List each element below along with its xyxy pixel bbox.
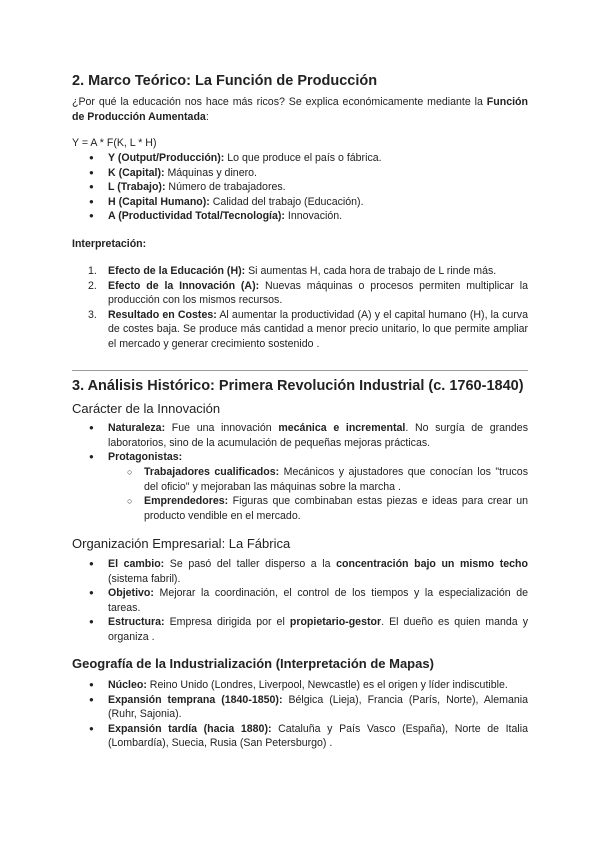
geography-list [72,678,528,751]
section-2-title: 2. Marco Teórico: La Función de Producción [72,73,378,89]
geography-heading: Geografía de la Industrialización (Interpretación de Mapas) [72,656,434,671]
list-item: ● H (Capital Humano): Calidad del trabajo (Educación). [72,195,528,210]
innovation-heading: Carácter de la Innovación [72,401,221,416]
list-item: ● Naturaleza: Fue una innovación mecánica e incremental. No surgía de grandes laboratorios, sino de la acumulación de pequeñas mejoras prácticas. [72,421,528,450]
innovation-list [72,421,528,465]
list-item: ● L (Trabajo): Número de trabajadores. [72,180,528,195]
list-item: 1. Efecto de la Educación (H): Si aumentas H, cada hora de trabajo de L rinde más. [88,265,497,277]
section-3-title: 3. Análisis Histórico: Primera Revolución Industrial (c. 1760-1840) [72,378,524,394]
list-item: ○ Trabajadores cualificados: Mecánicos y ajustadores que conocían los "trucos del oficio" y mejoraban las máquinas sobre la marcha . [72,465,528,494]
list-item: ● A (Productividad Total/Tecnología): Innovación. [72,209,528,224]
list-item: ● Y (Output/Producción): Lo que produce el país o fábrica. [72,151,528,166]
section-divider [72,370,528,371]
protagonists-list [72,465,528,523]
interpretation-label: Interpretación: [72,238,147,250]
list-item: ● Objetivo: Mejorar la coordinación, el control de los tiempos y la especialización de tareas. [72,586,528,615]
interpretation-list [72,264,528,352]
list-item: 2. Efecto de la Innovación (A): Nuevas máquinas o procesos permiten multiplicar la producción con los mismos recursos. [88,279,528,307]
list-item: ● Expansión temprana (1840-1850): Bélgica (Lieja), Francia (París, Norte), Alemania (Ruhr, Sajonia). [72,693,528,722]
organization-list [72,557,528,645]
list-item: ● Estructura: Empresa dirigida por el propietario-gestor. El dueño es quien manda y organiza . [72,615,528,644]
list-item: ● Expansión tardía (hacia 1880): Cataluña y País Vasco (España), Norte de Italia (Lombardía), Suecia, Rusia (San Petersburgo) . [72,722,528,751]
list-item: ● Núcleo: Reino Unido (Londres, Liverpool, Newcastle) es el origen y líder indiscutible. [72,678,528,693]
list-item: 3. Resultado en Costes: Al aumentar la productividad (A) y el capital humano (H), la curva de costes baja. Se produce más cantidad a menor precio unitario, lo que permite ampliar el mercado y generar crecimiento sostenido . [88,308,528,350]
variables-list [72,151,528,224]
section-2-intro: ¿Por qué la educación nos hace más ricos? Se explica económicamente mediante la Función de Producción Aumentada: [72,96,528,123]
list-item: ● Protagonistas: [72,450,528,465]
list-item: ○ Emprendedores: Figuras que combinaban estas piezas e ideas para crear un producto vendible en el mercado. [72,494,528,523]
organization-heading: Organización Empresarial: La Fábrica [72,536,291,551]
list-item: ● K (Capital): Máquinas y dinero. [72,166,528,181]
production-formula: Y = A * F(K, L * H) [72,137,157,149]
list-item: ● El cambio: Se pasó del taller disperso a la concentración bajo un mismo techo (sistema fabril). [72,557,528,586]
